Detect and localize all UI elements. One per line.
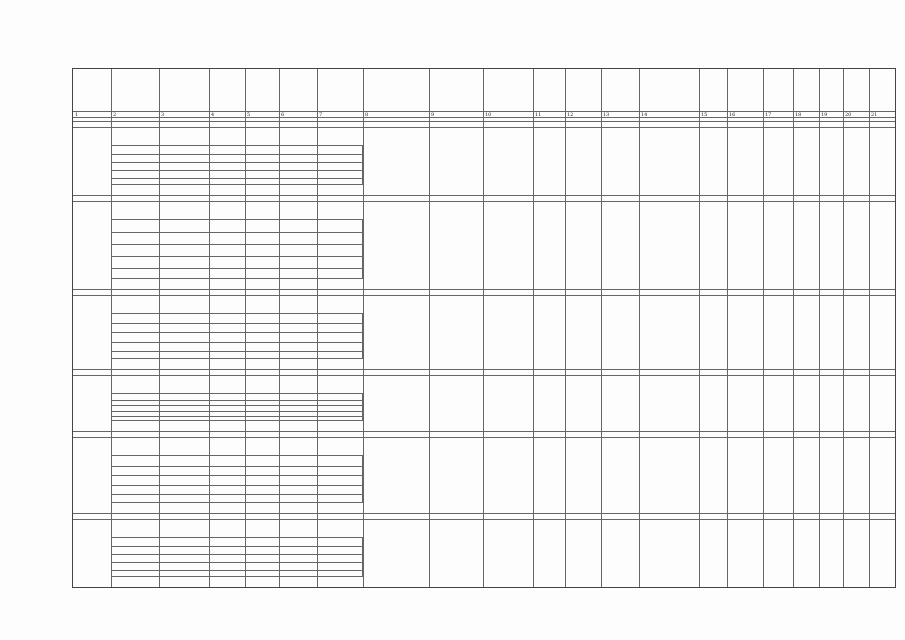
table-column-rule [533,69,534,587]
data-table [72,68,896,588]
table-column-rule [639,69,640,587]
column-number: 9 [431,112,435,118]
funding-row-rule [112,342,362,343]
funding-row-rule [112,405,362,406]
funding-subtable [111,313,363,359]
funding-row-rule [112,494,362,495]
section-title-rule [73,519,895,520]
funding-row-rule [112,351,362,352]
funding-row-rule [112,323,362,324]
funding-row-rule [112,546,362,547]
section-rule [73,369,895,370]
column-number: 18 [795,112,802,118]
section-rule [73,513,895,514]
column-number: 2 [113,112,117,118]
column-number: 11 [535,112,542,118]
column-number: 6 [281,112,285,118]
funding-subtable [111,393,363,421]
section-title-rule [73,295,895,296]
section-title-rule [73,127,895,128]
column-number: 7 [319,112,323,118]
funding-row-rule [112,256,362,257]
section-rule [73,289,895,290]
funding-row-rule [112,170,362,171]
funding-row-rule [112,416,362,417]
column-number: 1 [75,112,79,118]
funding-row-rule [112,570,362,571]
column-number: 21 [871,112,878,118]
funding-row-rule [112,332,362,333]
column-number: 17 [765,112,772,118]
column-number: 20 [845,112,852,118]
funding-row-rule [112,232,362,233]
section-rule [73,431,895,432]
column-number: 12 [567,112,574,118]
funding-row-rule [112,178,362,179]
column-number: 8 [365,112,369,118]
column-number: 16 [729,112,736,118]
column-number: 5 [247,112,251,118]
table-column-rule [819,69,820,587]
funding-row-rule [112,411,362,412]
table-column-rule [843,69,844,587]
section-rule [73,195,895,196]
funding-row-rule [112,154,362,155]
column-number: 19 [821,112,828,118]
column-number: 13 [603,112,610,118]
table-column-rule [763,69,764,587]
table-column-rule [793,69,794,587]
table-column-rule [699,69,700,587]
funding-row-rule [112,554,362,555]
table-column-rule [565,69,566,587]
table-column-rule [869,69,870,587]
funding-row-rule [112,475,362,476]
column-number: 4 [211,112,215,118]
section-title-rule [73,375,895,376]
section-title-rule [73,201,895,202]
funding-row-rule [112,268,362,269]
funding-row-rule [112,562,362,563]
table-column-rule [429,69,430,587]
section-rule [73,121,895,122]
table-column-rule [727,69,728,587]
funding-row-rule [112,162,362,163]
funding-subtable [111,145,363,185]
funding-subtable [111,219,363,279]
funding-subtable [111,455,363,503]
column-number: 10 [485,112,492,118]
funding-subtable [111,537,363,577]
column-number: 14 [641,112,648,118]
column-number: 3 [161,112,165,118]
table-column-rule [363,69,364,587]
column-number: 15 [701,112,708,118]
funding-row-rule [112,244,362,245]
funding-row-rule [112,400,362,401]
funding-row-rule [112,485,362,486]
table-column-rule [601,69,602,587]
funding-row-rule [112,466,362,467]
section-title-rule [73,437,895,438]
table-column-rule [483,69,484,587]
